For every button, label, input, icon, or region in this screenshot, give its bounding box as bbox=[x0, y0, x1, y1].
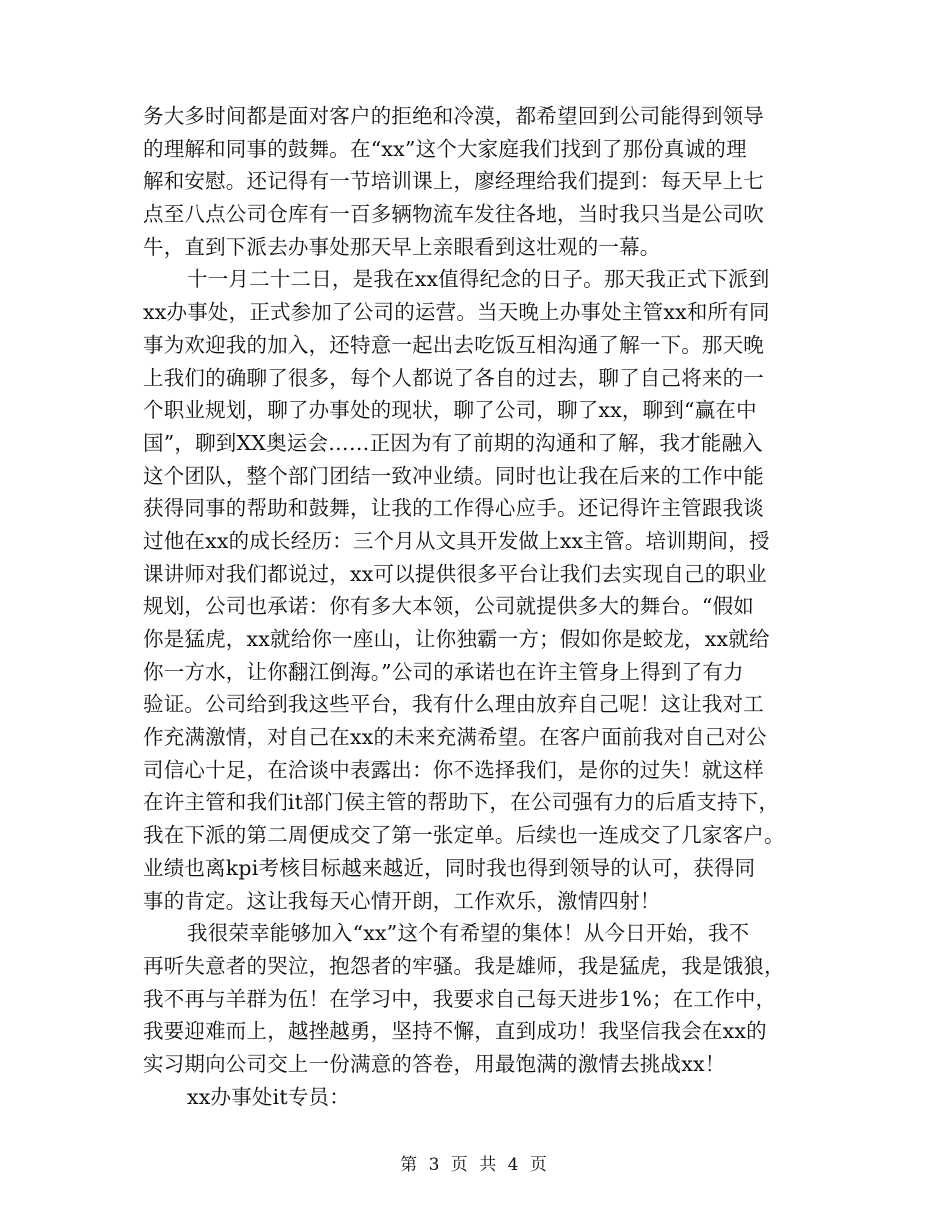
signature-line: xx办事处it专员： bbox=[187, 1084, 350, 1109]
text-line: 这个团队，整个部门团结一致冲业绩。同时也让我在后来的工作中能 bbox=[143, 463, 764, 488]
text-line: 上我们的确聊了很多，每个人都说了各自的过去，聊了自己将来的一 bbox=[143, 365, 764, 390]
text-line: 再听失意者的哭泣，抱怨者的牢骚。我是雄师，我是猛虎，我是饿狼， bbox=[143, 953, 785, 978]
text-line: 我在下派的第二周便成交了第一张定单。后续也一连成交了几家客户。 bbox=[143, 823, 785, 848]
page-number-footer: 第 3 页 共 4 页 bbox=[400, 1155, 550, 1175]
text-line: 的理解和同事的鼓舞。在“xx”这个大家庭我们找到了那份真诚的理 bbox=[143, 136, 747, 161]
text-line: 牛，直到下派去办事处那天早上亲眼看到这壮观的一幕。 bbox=[143, 234, 661, 259]
text-line: 作充满激情，对自己在xx的未来充满希望。在客户面前我对自己对公 bbox=[143, 725, 767, 750]
text-line: 事的肯定。这让我每天心情开朗，工作欢乐，激情四射！ bbox=[143, 888, 661, 913]
text-line: 你一方水，让你翻江倒海。”公司的承诺也在许主管身上得到了有力 bbox=[143, 659, 744, 684]
text-line: 实习期向公司交上一份满意的答卷，用最饱满的激情去挑战xx！ bbox=[143, 1051, 726, 1076]
text-line: 事为欢迎我的加入，还特意一起出去吃饭互相沟通了解一下。那天晚 bbox=[143, 332, 764, 357]
text-line: 国”，聊到XX奥运会……正因为有了前期的沟通和了解，我才能融入 bbox=[143, 430, 763, 455]
text-line: 个职业规划，聊了办事处的现状，聊了公司，聊了xx，聊到“赢在中 bbox=[143, 398, 757, 423]
text-line: 你是猛虎，xx就给你一座山，让你独霸一方；假如你是蛟龙，xx就给 bbox=[143, 627, 770, 651]
paragraph-start-line: 我很荣幸能够加入“xx”这个有希望的集体！从今日开始，我不 bbox=[187, 921, 750, 946]
paragraph-start-line: 十一月二十二日，是我在xx值得纪念的日子。那天我正式下派到 bbox=[187, 267, 770, 292]
text-line: 过他在xx的成长经历：三个月从文具开发做上xx主管。培训期间，授 bbox=[143, 528, 770, 553]
text-line: 获得同事的帮助和鼓舞，让我的工作得心应手。还记得许主管跟我谈 bbox=[143, 496, 764, 521]
text-line: 规划，公司也承诺：你有多大本领，公司就提供多大的舞台。“假如 bbox=[143, 594, 754, 619]
body-text bbox=[143, 100, 813, 1113]
text-line: 点至八点公司仓库有一百多辆物流车发往各地，当时我只当是公司吹 bbox=[143, 202, 764, 227]
text-line: 业绩也离kpi考核目标越来越近，同时我也得到领导的认可，获得同 bbox=[143, 855, 756, 880]
text-line: 我要迎难而上，越挫越勇，坚持不懈，直到成功！我坚信我会在xx的 bbox=[143, 1019, 767, 1044]
text-line: 课讲师对我们都说过，xx可以提供很多平台让我们去实现自己的职业 bbox=[143, 561, 767, 586]
text-line: 解和安慰。还记得有一节培训课上，廖经理给我们提到：每天早上七 bbox=[143, 169, 764, 194]
text-line: 我不再与羊群为伍！在学习中，我要求自己每天进步1%；在工作中， bbox=[143, 986, 777, 1011]
text-line: 务大多时间都是面对客户的拒绝和冷漠，都希望回到公司能得到领导 bbox=[143, 104, 764, 128]
text-line: 在许主管和我们it部门侯主管的帮助下，在公司强有力的后盾支持下， bbox=[143, 790, 780, 815]
text-line: 验证。公司给到我这些平台，我有什么理由放弃自己呢！这让我对工 bbox=[143, 692, 764, 717]
text-line: xx办事处，正式参加了公司的运营。当天晚上办事处主管xx和所有同 bbox=[143, 300, 770, 325]
text-line: 司信心十足，在洽谈中表露出：你不选择我们，是你的过失！就这样 bbox=[143, 757, 764, 782]
